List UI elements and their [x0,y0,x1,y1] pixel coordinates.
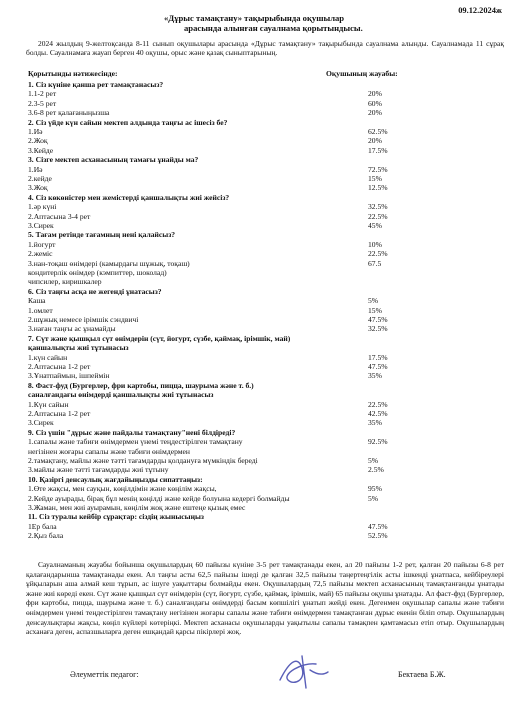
question-text: қаншалықты жиі тұтынасыз [28,343,129,353]
answer-percentage: 17.5% [368,145,388,155]
question-text: 6. Сіз таңғы асқа не жегенді ұнатасыз? [28,286,162,296]
answer-option: 3.Жоқ [28,183,48,193]
answer-percentage: 12.5% [368,183,388,193]
answer-option: 2.Аптасына 1-2 рет [28,409,91,418]
results-header: Қорытынды нәтижесінде: [28,69,118,78]
answer-percentage: 20% [368,136,382,146]
answer-percentage: 22.5% [368,399,388,409]
question-text: 11. Сіз туралы кейбір сұрақтар: сіздің жынысыңыз [28,512,204,522]
document-date: 09.12.2024ж [458,6,502,15]
answer-percentage: 20% [368,108,382,118]
answer-option: 2.3-5 рет [28,98,57,108]
answer-option: 1.Күн сайын [28,399,69,409]
answer-percentage: 17.5% [368,352,388,362]
answer-option: 2.кейде [28,174,52,183]
answer-option: 1.Өте жақсы, мен сауқын, көңілдімін және көңілім жақсы, [28,484,217,494]
answer-percentage: 32.5% [368,324,388,334]
conclusion-paragraph: Сауалнаманың жауабы бойынша оқушылардың 60 пайызы күніне 3-5 рет тамақтанады екен, ал 20 пайызы 1-2 рет, қалған 20 пайызы 6-8 рет қалағандарынша тамақтанады екен. Ал таңғы асты 62,5 пайызы ішеді де қалған 32,5 пайызы таңертеңгілік асты ішкенді ұнатпаса, кейбіреулері ұйқыларын аша алмай кеш тұрып, ас ішуге уақыттары болмайды екен. Оқушылардың 72,5 пайызы мектеп асханасының тамақтанғанды ұнатады және жиі көреді екен. Сүт және қышқыл сүт өнімдерін (сүт, йогурт, сүзбе, қаймақ, ірімшік, май) 65 пайызы оқушы ұнатады. Ал фаст-фуд (Бургерлер, фри картобы, пицца, шаурыма және т. б.) саналғандағы өнімдерді басым көпшілігі ұнатып жейді екен. Дегенмен оқушылар сапалы және табиғи өнімдермен үнемі теңдестірілген тамақтану негізінен жоғары сапалы және табиғи өнімдермен тамақтанған дұрыс екенін біліп отыр. Оқушылардың денсаулықтары жақсы, көңіл күйлері көтеріңкі. Мектеп асханасы оқушыларды уақытылы сапалы тамақпен қамтамасыз етіп отыр. Оқушылардың асханаға деген, аспазшыларға деген ешқандай қарсы пікірлері жоқ. [26,560,504,637]
question-text: 3. Сізге мектеп асханасының тамағы ұнайды ма? [28,155,199,165]
answer-percentage: 15% [368,305,382,315]
answer-percentage: 35% [368,371,382,381]
answer-option: 2.Аптасына 1-2 рет [28,362,91,371]
intro-paragraph: 2024 жылдың 9-желтоқсанда 8-11 сынып оқушылары арасында «Дұрыс тамақтану» тақырыбында сауалнама алынды. Сауалнамада 11 сұрақ болды. Сауалнамаға жауап берген 40 оқушы, орыс және қазақ сыныптарының. [26,39,504,58]
answer-percentage: 47.5% [368,521,388,531]
answer-percentage: 5% [368,493,379,503]
answer-option: 1.сапалы және табиғи өнімдермен үнемі теңдестірілген тамақтану [28,437,243,447]
social-pedagogue-label: Әлеуметтік педагог: [70,670,139,679]
question-text: 5. Тағам ретінде тағамның нені қалайсыз? [28,230,176,240]
answer-option: 1.күн сайын [28,352,68,362]
answer-percentage: 20% [368,89,382,99]
answer-percentage: 47.5% [368,362,388,371]
answer-percentage: 95% [368,484,382,494]
answer-percentage: 47.5% [368,315,388,324]
answer-option: 3.наған таңғы ас ұнамайды [28,324,116,334]
answer-percentage: 2.5% [368,465,384,475]
answer-option: кондитерлік өнімдер (кэмпиттер, шоколад) [28,268,167,277]
answer-option: 2.тамақтану, майлы және тәтті тағамдарды қолдануға мүмкіндік береді [28,456,258,465]
answer-option: 1.Иә [28,164,43,174]
document-title-line-1: «Дұрыс тамақтану» тақырыбында оқушылар [164,13,345,23]
answer-percentage: 15% [368,174,382,183]
answer-percentage: 67.5 [368,258,382,268]
answer-option: 1.1-2 рет [28,89,57,99]
answer-option: 1.Иә [28,127,43,136]
answer-option: 3.Ұнатпаймын, ішпеймін [28,371,110,381]
question-text: 1. Сіз күніне қанша рет тамақтанасыз? [28,80,164,89]
answer-percentage: 5% [368,456,379,465]
question-text: 2. Сіз үйде күн сайын мектеп алдында таңғы ас ішесіз бе? [28,117,228,127]
answer-percentage: 22.5% [368,249,388,259]
answer-option: 2.Қыз бала [28,531,64,541]
signatory-name: Бектаева Б.Ж. [398,670,446,679]
answer-option: 3.нан-тоқаш өнімдері (камырдағы шұжық, тоқаш) [28,258,190,268]
answers-header: Оқушының жауабы: [326,69,398,78]
question-text: 9. Сіз үшін "дұрыс және пайдалы тамақтану"нені білдіреді? [28,427,236,437]
document-title-line-2: арасында алынған сауалнама қорытындысы. [184,23,363,33]
answer-percentage: 45% [368,221,382,230]
answer-option: чипсилер, киришкалер [28,277,102,287]
answer-option: 2.шұжық немесе ірімшік сэндвичі [28,315,139,324]
question-text: 8. Фаст-фуд (Бургерлер, фри картобы, пицца, шаурыма және т. б.) [28,380,254,390]
answer-option: 2.жеміс [28,249,53,259]
answer-percentage: 62.5% [368,127,388,136]
answer-option: 3.Кейде [28,145,54,155]
answer-option: 1.әр күні [28,202,57,212]
answer-percentage: 22.5% [368,211,388,221]
answer-option: 2.Жоқ [28,136,48,146]
answer-percentage: 60% [368,98,382,108]
question-text: 7. Сүт және қышқыл сүт өнімдерін (сүт, йогурт, сүзбе, қаймақ, ірімшік, май) [28,333,291,343]
answer-option: 3.майлы және тәтті тағамдарды жиі тұтыну [28,465,169,475]
answer-option: 3.Жаман, мен жиі ауырамын, көңілім жоқ және ештеңе қызық емес [28,503,246,512]
answer-option: 1.омлет [28,305,53,315]
question-text: 4. Сіз көкөністер мен жемістерді қаншалықты жиі жейсіз? [28,192,230,202]
answer-option: 3.6-8 рет қалағаныңызша [28,108,110,118]
answer-percentage: 92.5% [368,437,388,447]
signature-image [272,650,332,692]
answer-option: негізінен жоғары сапалы және табиғи өнімдермен [28,446,190,456]
answer-option: 3.Сирек [28,418,54,428]
answer-percentage: 32.5% [368,202,388,212]
answer-option: 1.йогурт [28,239,56,249]
answer-option: 3.Сирек [28,221,54,230]
question-text: 10. Қазіргі денсаулық жағдайыңызды сипаттаңыз: [28,474,203,484]
answer-percentage: 5% [368,296,379,306]
answer-option: Каша [28,296,46,306]
answer-percentage: 72.5% [368,164,388,174]
answer-percentage: 52.5% [368,531,388,541]
answer-option: 1Ер бала [28,521,57,531]
answer-option: 2.Кейде ауырады, бірақ бұл менің көңілді және кейде болуына кедергі болмайды [28,493,290,503]
answer-percentage: 42.5% [368,409,388,418]
answer-percentage: 35% [368,418,382,428]
question-text: саналғандағы өнімдерді қаншалықты жиі тұтынасыз [28,390,214,400]
answer-percentage: 10% [368,239,382,249]
answer-option: 2.Аптасына 3-4 рет [28,211,91,221]
